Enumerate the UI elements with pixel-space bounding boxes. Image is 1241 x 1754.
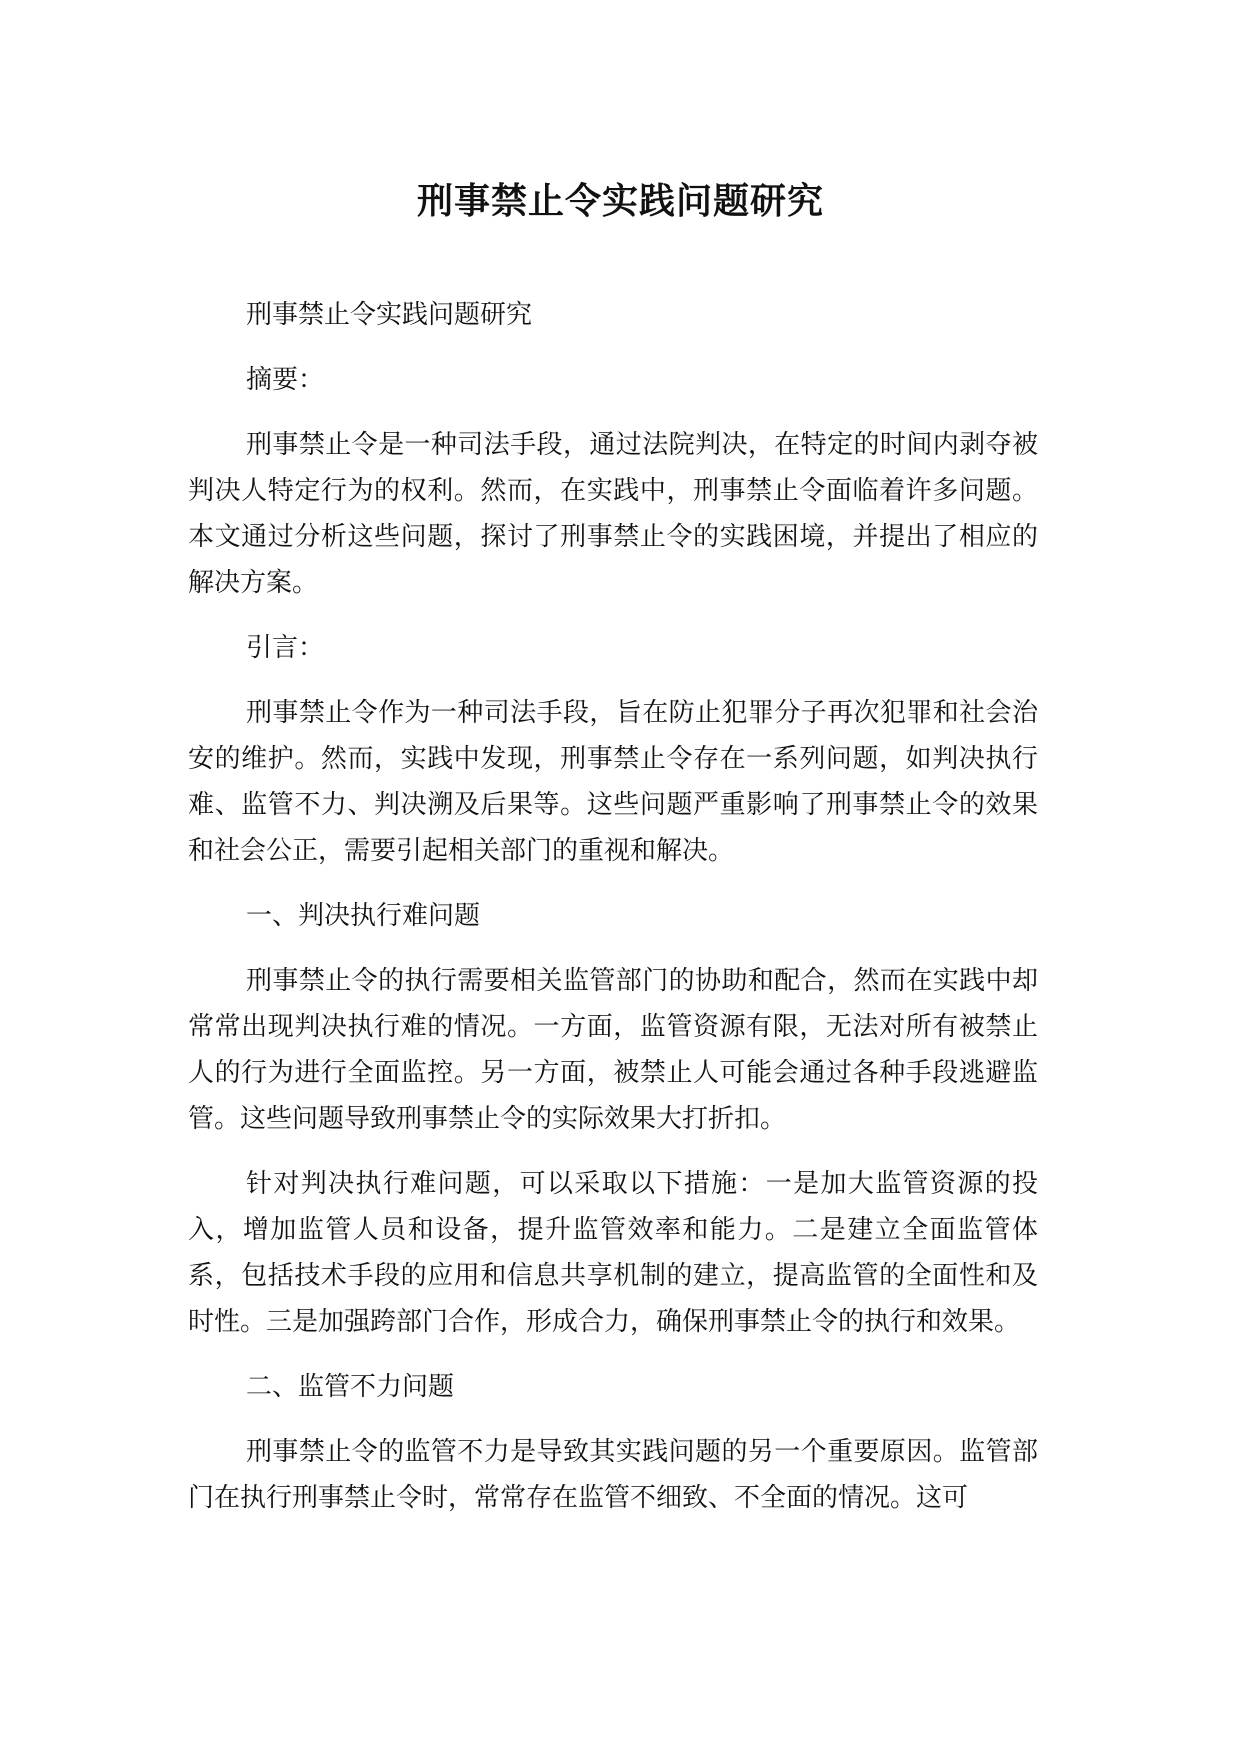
paragraph-section-2-heading: 二、监管不力问题 bbox=[246, 1372, 455, 1402]
paragraph-abstract-heading: 摘要： bbox=[246, 365, 325, 395]
paragraph-section-2-body: 刑事禁止令的监管不力是导致其实践问题的另一个重要原因。监管部门在执行刑事禁止令时，常常存在监管不细致、不全面的情况。这可 bbox=[188, 1437, 1038, 1513]
paragraph-section-1-body: 刑事禁止令的执行需要相关监管部门的协助和配合，然而在实践中却常常出现判决执行难的情况。一方面，监管资源有限，无法对所有被禁止人的行为进行全面监控。另一方面，被禁止人可能会通过各种手段逃避监管。这些问题导致刑事禁止令的实际效果大打折扣。 bbox=[188, 966, 1038, 1134]
paragraph-abstract: 刑事禁止令是一种司法手段，通过法院判决，在特定的时间内剥夺被判决人特定行为的权利。然而，在实践中，刑事禁止令面临着许多问题。本文通过分析这些问题，探讨了刑事禁止令的实践困境，并提出了相应的解决方案。 bbox=[188, 430, 1038, 598]
paragraph-subtitle: 刑事禁止令实践问题研究 bbox=[246, 300, 533, 330]
paragraph-intro: 刑事禁止令作为一种司法手段，旨在防止犯罪分子再次犯罪和社会治安的维护。然而，实践中发现，刑事禁止令存在一系列问题，如判决执行难、监管不力、判决溯及后果等。这些问题严重影响了刑事禁止令的效果和社会公正，需要引起相关部门的重视和解决。 bbox=[188, 698, 1038, 866]
paragraph-intro-heading: 引言： bbox=[246, 633, 325, 663]
paragraph-section-1-measures: 针对判决执行难问题，可以采取以下措施：一是加大监管资源的投入，增加监管人员和设备，提升监管效率和能力。二是建立全面监管体系，包括技术手段的应用和信息共享机制的建立，提高监管的全面性和及时性。三是加强跨部门合作，形成合力，确保刑事禁止令的执行和效果。 bbox=[188, 1169, 1038, 1337]
document-title: 刑事禁止令实践问题研究 bbox=[416, 181, 824, 222]
document-body bbox=[188, 292, 1038, 1540]
paragraph-section-1-heading: 一、判决执行难问题 bbox=[246, 901, 481, 931]
